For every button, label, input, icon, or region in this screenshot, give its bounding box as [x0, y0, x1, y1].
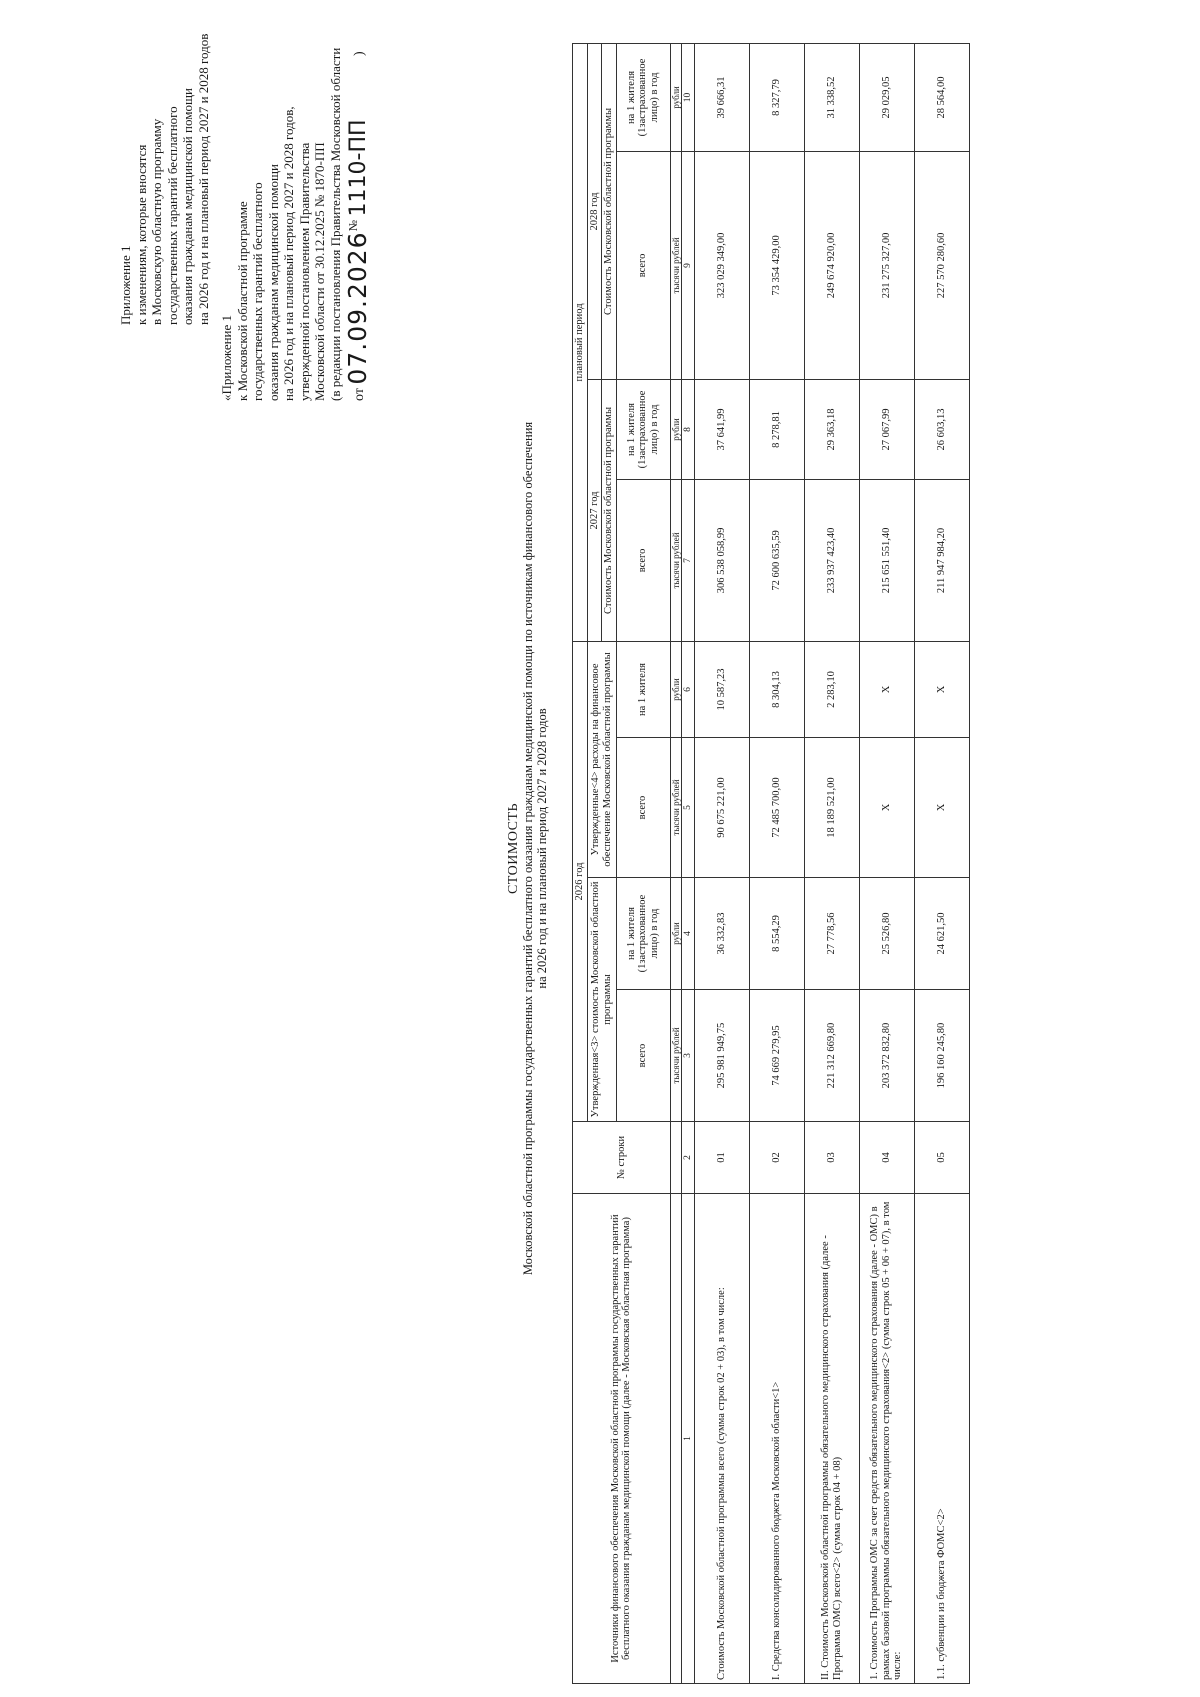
value-cell: X — [914, 641, 969, 737]
value-cell: 31 338,52 — [804, 43, 859, 151]
value-cell: 231 275 327,00 — [859, 151, 914, 379]
value-cell: 72 485 700,00 — [749, 738, 804, 878]
annex-header-line: на 2026 год и на плановый период 2027 и 2028 годов — [195, 33, 211, 325]
decree-suffix: -ПП — [346, 119, 371, 161]
row-label: 1.1. субвенции из бюджета ФОМС<2> — [914, 1194, 969, 1684]
value-cell: 215 651 551,40 — [859, 479, 914, 641]
value-cell: 74 669 279,95 — [749, 990, 804, 1122]
planned-period-header: плановый период — [573, 43, 588, 641]
year-2026-header: 2026 год — [573, 641, 588, 1121]
value-cell: 323 029 349,00 — [694, 151, 749, 379]
annex-header-line: в Московскую областную программу — [149, 118, 164, 325]
value-cell: 306 538 058,99 — [694, 479, 749, 641]
row-number: 03 — [804, 1122, 859, 1194]
column-number: 7 — [681, 479, 694, 641]
annex-header-line: Приложение 1 — [118, 245, 133, 325]
value-cell: X — [914, 738, 969, 878]
units-cell: тысячи рублей — [670, 151, 681, 379]
column-number: 1 — [681, 1194, 694, 1684]
value-cell: 27 778,56 — [804, 878, 859, 990]
units-cell: рубли — [670, 379, 681, 479]
title-line: Московской областной программы государственных гарантий бесплатного оказания гражданам медицинской помощи по источникам финансового обеспечения — [521, 421, 535, 1276]
units-cell: тысячи рублей — [670, 479, 681, 641]
units-cell: рубли — [670, 878, 681, 990]
year-2027-header: 2027 год — [587, 379, 602, 641]
value-cell: 27 067,99 — [859, 379, 914, 479]
row-number: 04 — [859, 1122, 914, 1194]
value-cell: 211 947 984,20 — [914, 479, 969, 641]
decree-line — [343, 48, 372, 401]
program-header-line: государственных гарантий бесплатного — [250, 182, 265, 401]
value-cell: 39 666,31 — [694, 43, 749, 151]
value-cell: 2 283,10 — [804, 641, 859, 737]
title-line: на 2026 год и на плановый период 2027 и 2028 годов — [535, 708, 549, 989]
column-number: 9 — [681, 151, 694, 379]
header-row — [573, 43, 588, 1683]
approved-expenses-header: Утвержденные<4> расходы на финансовое обеспечение Московской областной программы — [587, 641, 616, 877]
annex-header-line: к изменениям, которые вносятся — [133, 144, 149, 325]
cost-2028-header: Стоимость Московской областной программы — [602, 43, 617, 379]
annex-header-line: государственных гарантий бесплатного — [164, 106, 180, 325]
value-cell: 227 570 280,60 — [914, 151, 969, 379]
column-number: 2 — [681, 1122, 694, 1194]
value-cell: 90 675 221,00 — [694, 738, 749, 878]
value-cell: 295 981 949,75 — [694, 990, 749, 1122]
column-number: 4 — [681, 878, 694, 990]
column-number: 3 — [681, 990, 694, 1122]
value-cell: 196 160 245,80 — [914, 990, 969, 1122]
value-cell: 73 354 429,00 — [749, 151, 804, 379]
decree-number: 1110 — [346, 160, 371, 217]
total-header: всего — [616, 151, 670, 379]
units-cell: тысячи рублей — [670, 990, 681, 1122]
value-cell: 36 332,83 — [694, 878, 749, 990]
value-cell: 203 372 832,80 — [859, 990, 914, 1122]
annex-header-line: оказания гражданам медицинской помощи — [180, 88, 195, 325]
units-cell: рубли — [670, 43, 681, 151]
units-cell — [670, 1122, 681, 1194]
column-number: 5 — [681, 738, 694, 878]
column-number: 10 — [681, 43, 694, 151]
table-row — [749, 43, 804, 1683]
source-column-header: Источники финансового обеспечения Московской областной программы государственных гарантий бесплатного оказания гражданам медицинской помощи (далее - Московская областная программа) — [573, 1194, 671, 1684]
decree-number-sign: № — [346, 219, 360, 232]
value-cell: X — [859, 641, 914, 737]
value-cell: 28 564,00 — [914, 43, 969, 151]
value-cell: 29 029,05 — [859, 43, 914, 151]
value-cell: 37 641,99 — [694, 379, 749, 479]
units-cell: тысячи рублей — [670, 738, 681, 878]
units-row — [670, 43, 681, 1683]
row-number: 02 — [749, 1122, 804, 1194]
per-insured-header: на 1 жителя (1застрахованное лицо) в год — [616, 43, 670, 151]
value-cell: 233 937 423,40 — [804, 479, 859, 641]
value-cell: 25 526,80 — [859, 878, 914, 990]
row-label: Стоимость Московской областной программы всего (сумма строк 02 + 03), в том числе: — [694, 1194, 749, 1684]
table-row — [804, 43, 859, 1683]
row-number: 05 — [914, 1122, 969, 1194]
decree-close: ) — [352, 51, 367, 56]
value-cell: 8 278,81 — [749, 379, 804, 479]
column-numbers-row — [681, 43, 694, 1683]
decree-date: 07.09.2026 — [343, 231, 372, 385]
row-number: 01 — [694, 1122, 749, 1194]
program-header-line: (в редакции постановления Правительства Московской области — [327, 47, 343, 401]
approved-cost-header: Утвержденная<3> стоимость Московской областной программы — [587, 878, 616, 1122]
table-row — [859, 43, 914, 1683]
units-cell: рубли — [670, 641, 681, 737]
program-header-line: «Приложение 1 — [219, 314, 234, 401]
per-insured-header: на 1 жителя (1застрахованное лицо) в год — [616, 379, 670, 479]
value-cell: X — [859, 738, 914, 878]
row-label: I. Средства консолидированного бюджета Московской области<1> — [749, 1194, 804, 1684]
units-cell — [670, 1194, 681, 1684]
value-cell: 8 304,13 — [749, 641, 804, 737]
per-insured-header: на 1 жителя (1застрахованное лицо) в год — [616, 878, 670, 990]
document-title — [507, 0, 549, 1697]
value-cell: 24 621,50 — [914, 878, 969, 990]
row-label: 1. Стоимость Программы ОМС за счет средств обязательного медицинского страхования (далее - ОМС) в рамках базовой программы обязательного медицинского страхования<2> (сумма строк 05 + 06 + 07), в том числе: — [859, 1194, 914, 1684]
total-header: всего — [616, 738, 670, 878]
program-header-line: к Московской областной программе — [234, 201, 250, 401]
value-cell: 221 312 669,80 — [804, 990, 859, 1122]
row-number-header: № строки — [573, 1122, 671, 1194]
year-2028-header: 2028 год — [587, 43, 602, 379]
table-row — [694, 43, 749, 1683]
per-resident-header: на 1 жителя — [616, 641, 670, 737]
total-header: всего — [616, 479, 670, 641]
total-header: всего — [616, 990, 670, 1122]
program-header-line: на 2026 год и на плановый период 2027 и 2028 годов, — [281, 106, 296, 401]
program-header — [219, 47, 372, 401]
value-cell: 249 674 920,00 — [804, 151, 859, 379]
column-number: 6 — [681, 641, 694, 737]
value-cell: 10 587,23 — [694, 641, 749, 737]
table-row — [914, 43, 969, 1683]
program-header-line: Московской области от 30.12.2025 № 1870-ПП — [312, 142, 327, 401]
value-cell: 8 554,29 — [749, 878, 804, 990]
value-cell: 26 603,13 — [914, 379, 969, 479]
cost-2027-header: Стоимость Московской областной программы — [602, 379, 617, 641]
value-cell: 8 327,79 — [749, 43, 804, 151]
value-cell: 29 363,18 — [804, 379, 859, 479]
column-number: 8 — [681, 379, 694, 479]
title-main: СТОИМОСТЬ — [506, 802, 521, 895]
value-cell: 18 189 521,00 — [804, 738, 859, 878]
program-header-line: утвержденной постановлением Правительства — [296, 142, 312, 401]
row-label: II. Стоимость Московской областной программы обязательного медицинского страхования (далее - Программа ОМС) всего<2> (сумма строк 04 + 08) — [804, 1194, 859, 1684]
annex-header — [118, 34, 211, 325]
value-cell: 72 600 635,59 — [749, 479, 804, 641]
cost-table — [572, 43, 970, 1684]
program-header-line: оказания гражданам медицинской помощи — [265, 164, 281, 401]
decree-prefix: от — [352, 388, 367, 401]
